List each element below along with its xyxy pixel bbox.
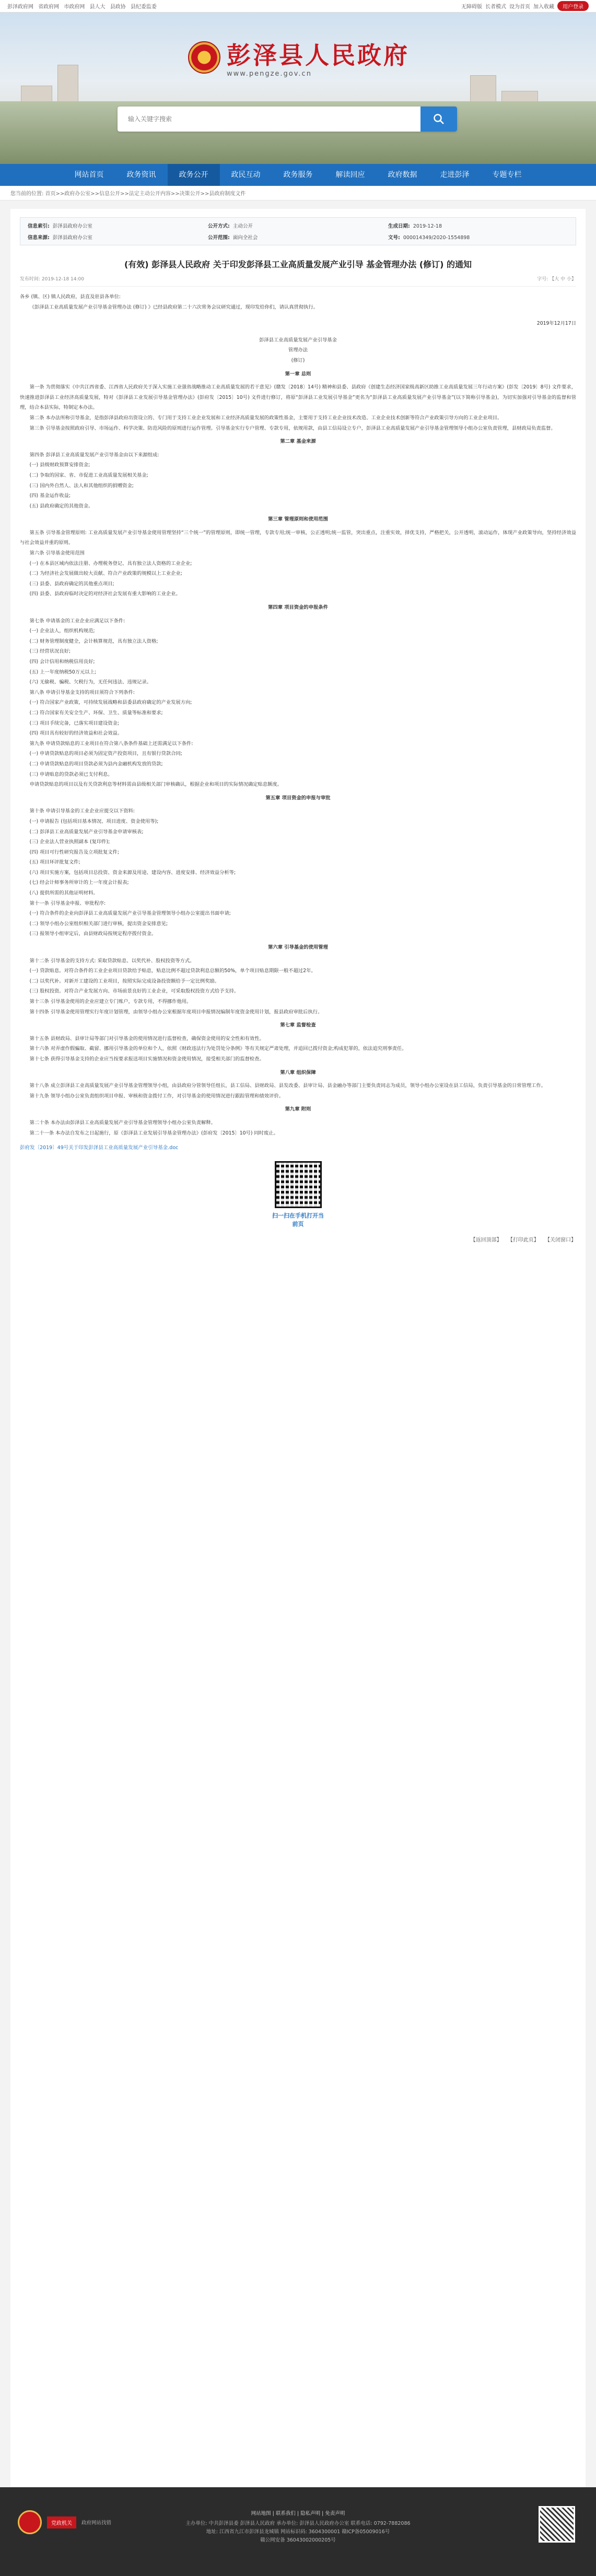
error-report-label[interactable]: 政府网站找错	[81, 2520, 112, 2526]
chapter-heading: 第九章 附则	[285, 1106, 311, 1113]
article-paragraph: (五) 上一年度纳税50万元以上;	[29, 669, 97, 675]
qr-block	[272, 1161, 324, 1228]
article-paragraph: (四) 会计信用和纳税信用良好;	[29, 659, 95, 665]
main-nav	[0, 164, 596, 186]
chapter-heading: 第八章 组织保障	[280, 1069, 316, 1076]
print-button[interactable]: 【打印此页】	[507, 1237, 539, 1244]
back-to-top-button[interactable]: 【返回顶部】	[470, 1237, 502, 1244]
info-table	[20, 217, 576, 245]
article-paragraph: (一) 企业法人，组织机构规范;	[29, 628, 95, 634]
article-paragraph: (一) 在本县区域内依法注册、办理税务登记、具有独立法人资格的工业企业;	[29, 560, 192, 566]
footer-badges	[18, 2510, 111, 2534]
qr-caption: 扫一扫在手机打开当前页	[272, 1212, 324, 1228]
article-paragraph: 第二十一条 本办法自发布之日起施行，原《彭泽县工业发展引导基金管理办法》(彭府发〔2015〕10号) 同时废止。	[29, 1130, 278, 1136]
info-cell: 公开范围: 面向全社会	[208, 235, 258, 241]
article-paragraph: 第九条 申请贷款贴息的工业项目在符合第八条条件基础上还需满足以下条件:	[29, 740, 193, 747]
top-link[interactable]: 县人大	[89, 4, 106, 10]
nav-news[interactable]: 政务资讯	[126, 171, 156, 179]
breadcrumb[interactable]: 您当前的位置: 首页>>政府办公室>>信息公开>>法定主动公开内容>>决策公开>>县政府制度文件	[0, 186, 596, 200]
article-body	[20, 292, 576, 1138]
article-paragraph: (四) 基金运作收益;	[29, 493, 71, 499]
article-paragraph: (一) 县级财政预算安排资金;	[29, 462, 90, 468]
search-input[interactable]	[118, 107, 420, 132]
info-cell: 公开方式: 主动公开	[208, 223, 253, 229]
article-paragraph: 第十四条 引导基金使用管理实行年度计划管理，由领导小组办公室根据年度项目申报情况编制年度资金使用计划，报县政府审批后执行。	[29, 1009, 323, 1015]
top-link[interactable]: 彭泽政府网	[7, 4, 33, 10]
article-paragraph: (三) 报领导小组审定后，由县财政局按规定程序拨付资金。	[29, 931, 157, 937]
article-paragraph: (一) 符合条件的企业向彭泽县工业高质量发展产业引导基金管理领导小组办公室提出书面申请;	[29, 911, 231, 917]
chapter-heading: 第六章 引导基金的使用管理	[268, 944, 328, 951]
article-paragraph	[20, 312, 576, 318]
nav-open-affairs[interactable]: 政务公开	[168, 164, 220, 186]
article-paragraph: 《彭泽县工业高质量发展产业引导基金管理办法 (修订) 》已经县政府第二十六次常务会议研究通过，现印发给你们，请认真贯彻执行。	[29, 304, 318, 310]
national-emblem-icon	[188, 41, 220, 74]
article-paragraph: 第三条 引导基金按照政府引导、市场运作、科学决策、防范风险的原则进行运作管理。引导基金实行专户管理、专款专用，依规用款，由县工信局设立专户，彭泽县工业高质量发展产业引导基金管理领导小组办公室负责管理，县财政局负责监督。	[29, 425, 556, 431]
footer-line: 赣公网安备 36043002000205号	[260, 2537, 336, 2543]
top-link[interactable]: 县纪委监委	[130, 4, 157, 10]
search-icon	[433, 113, 445, 125]
article-paragraph: 第八条 申请引导基金支持的项目须符合下列条件:	[29, 689, 135, 695]
top-link[interactable]: 市政府网	[64, 4, 85, 10]
article-paragraph: (三) 县委、县政府确定的其他重点项目;	[29, 581, 114, 587]
bookmark-link[interactable]: 加入收藏	[533, 4, 554, 10]
nav-interpretation[interactable]: 解读回应	[335, 171, 365, 179]
search-bar	[118, 107, 457, 132]
article-paragraph: (五) 项目环评批复文件;	[29, 859, 80, 866]
article-paragraph: 第十七条 获得引导基金支持的企业应当按要求报送项目实施情况和资金使用情况，接受相关部门的监督检查。	[29, 1056, 264, 1062]
article-paragraph: (二) 符合国家有关安全生产、环保、卫生、质量等标准和要求;	[29, 710, 163, 716]
article-paragraph: 第十三条 引导基金使用的企业应建立专门账户，专款专用，不得挪作他用。	[29, 999, 192, 1005]
site-title: 彭泽县人民政府	[227, 41, 410, 69]
article-paragraph: 第十二条 引导基金的支持方式: 采取贷款贴息、以奖代补、股权投资等方式。	[29, 958, 195, 964]
chapter-heading: 第七章 监督检查	[280, 1022, 316, 1029]
article-paragraph	[20, 329, 576, 335]
article-title: (有效) 彭泽县人民政府 关于印发彭泽县工业高质量发展产业引导 基金管理办法 (修订) 的通知	[124, 259, 472, 269]
chapter-heading: 第四章 项目资金的申报条件	[268, 605, 328, 611]
article-paragraph: 2019年12月17日	[536, 321, 576, 327]
article-paragraph: (三) 申请贴息的贷款必须已支付利息。	[29, 771, 113, 777]
article-paragraph: (二) 为经济社会发展做出较大贡献、符合产业政策的规模以上工业企业;	[29, 571, 182, 577]
nav-home[interactable]: 网站首页	[74, 171, 104, 179]
article-paragraph: (四) 项目具有较好的经济效益和社会效益。	[29, 730, 123, 737]
accessibility-link[interactable]: 无障碍版	[461, 4, 482, 10]
info-cell: 生成日期: 2019-12-18	[388, 223, 442, 229]
info-cell: 文号: 000014349/2020-1554898	[388, 235, 470, 241]
article-paragraph: (二) 财务管理制度健全，会计核算规范，具有独立法人资格;	[29, 638, 158, 644]
article-paragraph: 第二条 本办法所称引导基金，是指彭泽县政府出资设立的、专门用于支持工业企业发展和工业经济高质量发展的政策性基金，主要用于支持工业企业技术改造、工业企业技术创新等符合产业政策引导方向的工业企业项目。	[29, 415, 502, 421]
gov-badge[interactable]: 党政机关	[47, 2516, 76, 2528]
article-paragraph: 第十九条 领导小组办公室负责组织项目申报、审核和资金拨付工作，对引导基金的使用情况进行跟踪管理和绩效评价。	[29, 1093, 284, 1099]
article-paragraph: 第四条 彭泽县工业高质量发展产业引导基金由以下来源组成:	[29, 452, 159, 458]
article-paragraph: 第十六条 对弄虚作假骗取、截留、挪用引导基金的单位和个人，依照《财政违法行为处罚处分条例》等有关规定严肃处理，并追回已拨付资金;构成犯罪的，依法追究刑事责任。	[29, 1046, 407, 1052]
nav-data[interactable]: 政府数据	[388, 171, 417, 179]
close-window-button[interactable]: 【关闭窗口】	[545, 1237, 576, 1244]
article-paragraph: (七) 经会计师事务所审计的上一年度会计报表;	[29, 880, 129, 886]
article-paragraph: (一) 符合国家产业政策，可持续发展战略和县委县政府确定的产业发展方向;	[29, 700, 192, 706]
article-paragraph: (二) 彭泽县工业高质量发展产业引导基金申请审核表;	[29, 829, 144, 835]
article-paragraph: 第六条 引导基金使用范围	[29, 550, 85, 557]
article-paragraph: (四) 项目可行性研究报告及立项批复文件;	[29, 849, 119, 855]
article-paragraph: 申请贷款贴息的项目以及有关贷款利息等材料需由县级相关部门审核确认，根据企业和项目的实际情况确定贴息额度。	[29, 782, 283, 788]
article-paragraph: (三) 项目手续完备，已落实项目建设资金;	[29, 720, 119, 726]
article-paragraph: 第十五条 县财政局、县审计局等部门对引导基金的使用情况进行监督检查，确保资金使用的安全性和有效性。	[29, 1035, 264, 1042]
article	[10, 209, 586, 2512]
chapter-heading: 第二章 基金来源	[280, 439, 316, 445]
set-home-link[interactable]: 设为首页	[509, 4, 530, 10]
chapter-heading: 第三章 管理原则和使用范围	[268, 516, 328, 523]
article-paragraph: (三) 企业法人营业执照副本 (复印件);	[29, 839, 110, 845]
publish-date: 发布时间: 2019-12-18 14:00	[20, 277, 84, 282]
footer	[0, 2487, 596, 2576]
info-cell: 信息索引: 彭泽县政府办公室	[28, 223, 92, 229]
info-cell: 信息来源: 彭泽县政府办公室	[28, 235, 92, 241]
login-button[interactable]: 用户登录	[557, 1, 589, 11]
article-paragraph: 管理办法	[288, 347, 308, 353]
nav-topics[interactable]: 专题专栏	[492, 171, 522, 179]
top-link[interactable]: 县政协	[110, 4, 126, 10]
article-paragraph: (一) 贷款贴息。对符合条件的工业企业项目贷款给予贴息，贴息比例不超过贷款利息总额的50%，单个项目贴息期限一般不超过2年。	[29, 968, 316, 974]
font-size-control[interactable]: 字号: 【大 中 小】	[537, 277, 576, 282]
footer-qr-code-icon	[539, 2506, 575, 2543]
top-link[interactable]: 省政府网	[38, 4, 60, 10]
article-paragraph: (六) 项目实施方案，包括项目总投资、资金来源及用途、建设内容、进度安排、经济效益分析等;	[29, 869, 236, 876]
article-paragraph: 第十一条 引导基金申报、审批程序:	[29, 900, 106, 906]
top-right	[461, 1, 589, 11]
footer-line: 主办单位: 中共彭泽县委 彭泽县人民政府 承办单位: 彭泽县人民政府办公室 联系电话: 0792-7882086	[185, 2521, 411, 2526]
article-paragraph: (修订)	[291, 357, 305, 363]
article-paragraph: (三) 股权投资。对符合产业发展方向、市场前景良好的工业企业，可采取股权投资方式给予支持。	[29, 988, 239, 995]
article-paragraph: 第十条 申请引导基金的工业企业应提交以下资料:	[29, 808, 135, 814]
header-banner	[0, 13, 596, 164]
footer-line: 地址: 江西省九江市彭泽县龙城镇 网站标识码: 3604300001 赣ICP备05009016号	[206, 2529, 390, 2535]
article-paragraph: (八) 提供所需的其他证明材料。	[29, 890, 98, 896]
top-links	[7, 2, 160, 10]
site-url: www.pengze.gov.cn	[227, 70, 312, 78]
article-paragraph: (五) 县政府确定的其他资金。	[29, 503, 94, 509]
nav-services[interactable]: 政务服务	[283, 171, 313, 179]
article-paragraph: (二) 以奖代补。对新开工建设的工业项目，按照实际完成设备投资额给予一定比例奖励。	[29, 978, 220, 984]
article-paragraph: 彭泽县工业高质量发展产业引导基金	[259, 337, 337, 343]
article-meta	[20, 275, 576, 287]
article-paragraph: (二) 争取的国家、省、市促进工业高质量发展相关基金;	[29, 472, 148, 478]
elder-mode-link[interactable]: 长者模式	[485, 4, 506, 10]
article-paragraph: 第七条 申请基金的工业企业应满足以下条件:	[29, 618, 125, 624]
main-content	[0, 200, 596, 2512]
article-paragraph: (六) 无偷税、骗税、欠税行为，无任何违法、违规记录。	[29, 679, 151, 686]
article-paragraph: (二) 领导小组办公室组织相关部门进行审核，提出资金安排意见;	[29, 920, 168, 927]
article-paragraph: 第十八条 成立彭泽县工业高质量发展产业引导基金管理领导小组，由县政府分管领导任组长，县工信局、县财政局、县发改委、县审计局、县金融办等部门主要负责同志为成员，领导小组办公室设在县工信局，负责引导基金的日常管理工作。	[29, 1083, 546, 1089]
footer-links[interactable]: 网站地图 | 联系我们 | 隐私声明 | 免责声明	[251, 2511, 345, 2516]
chapter-heading: 第一章 总则	[285, 371, 311, 377]
article-paragraph: (三) 经营状况良好;	[29, 648, 71, 655]
article-paragraph: (一) 申请报告 (包括项目基本情况、项目进度、资金使用等);	[29, 818, 159, 824]
nav-interaction[interactable]: 政民互动	[231, 171, 261, 179]
error-report-icon[interactable]	[18, 2510, 42, 2534]
article-paragraph: (四) 县委、县政府临时决定的对经济社会发展有重大影响的工业企业。	[29, 591, 181, 597]
article-paragraph: 第五条 引导基金管理原则: 工业高质量发展产业引导基金使用管理坚持“三个统一”的管理原则，即统一管理，专款专用;统一审核，公正透明;统一监管，突出重点，注重实效，择优支持，严格把关，公开透明，滚动运作，体现产业政策导向，坚持经济效益与社会效益并重的原则。	[20, 529, 576, 546]
article-paragraph: (二) 申请贷款贴息的项目贷款必须为县内金融机构发放的贷款;	[29, 761, 163, 767]
top-bar	[0, 0, 596, 13]
article-paragraph: (三) 国内外自然人、法人和其他组织的捐赠资金;	[29, 482, 134, 489]
article-paragraph: 第二十条 本办法由彭泽县工业高质量发展产业引导基金管理领导小组办公室负责解释。	[29, 1119, 216, 1126]
article-paragraph: (一) 申请贷款贴息的项目必须为固定资产投资项目，且有银行贷款合同;	[29, 751, 182, 757]
article-paragraph: 各乡 (镇、区) 镇人民政府，县直及驻县各单位:	[20, 294, 121, 300]
attachment-link[interactable]: 彭府发〔2019〕49号关于印发彭泽县工业高质量发展产业引导基金.doc	[20, 1145, 179, 1151]
chapter-heading: 第五章 项目资金的申报与审批	[265, 795, 331, 801]
site-logo[interactable]	[188, 37, 410, 78]
page-tools	[20, 1235, 576, 1243]
nav-about[interactable]: 走进彭泽	[440, 171, 470, 179]
search-button[interactable]	[420, 107, 457, 132]
qr-code-icon	[275, 1161, 322, 1208]
article-paragraph: 第一条 为贯彻落实《中共江西省委、江西省人民政府关于深入实施工业强省战略推动工业高质量发展的若干意见》(赣发〔2018〕14号) 精神和县委、县政府《创建生态经济国家级高新区助推工业高质量发展三年行动方案》(彭发〔2019〕8号) 文件要求，快速推进彭泽县工业经济高质量发展，特对《彭泽县工业发展引导基金管理办法》(彭府发〔2015〕10号) 文件进行修订，将原“彭泽县工业发展引导基金”更名为“彭泽县工业高质量发展产业引导基金”(以下简称引导基金)，为切实加强对引导基金的监督和管理，结合本县实际，特制定本办法。	[20, 384, 576, 411]
